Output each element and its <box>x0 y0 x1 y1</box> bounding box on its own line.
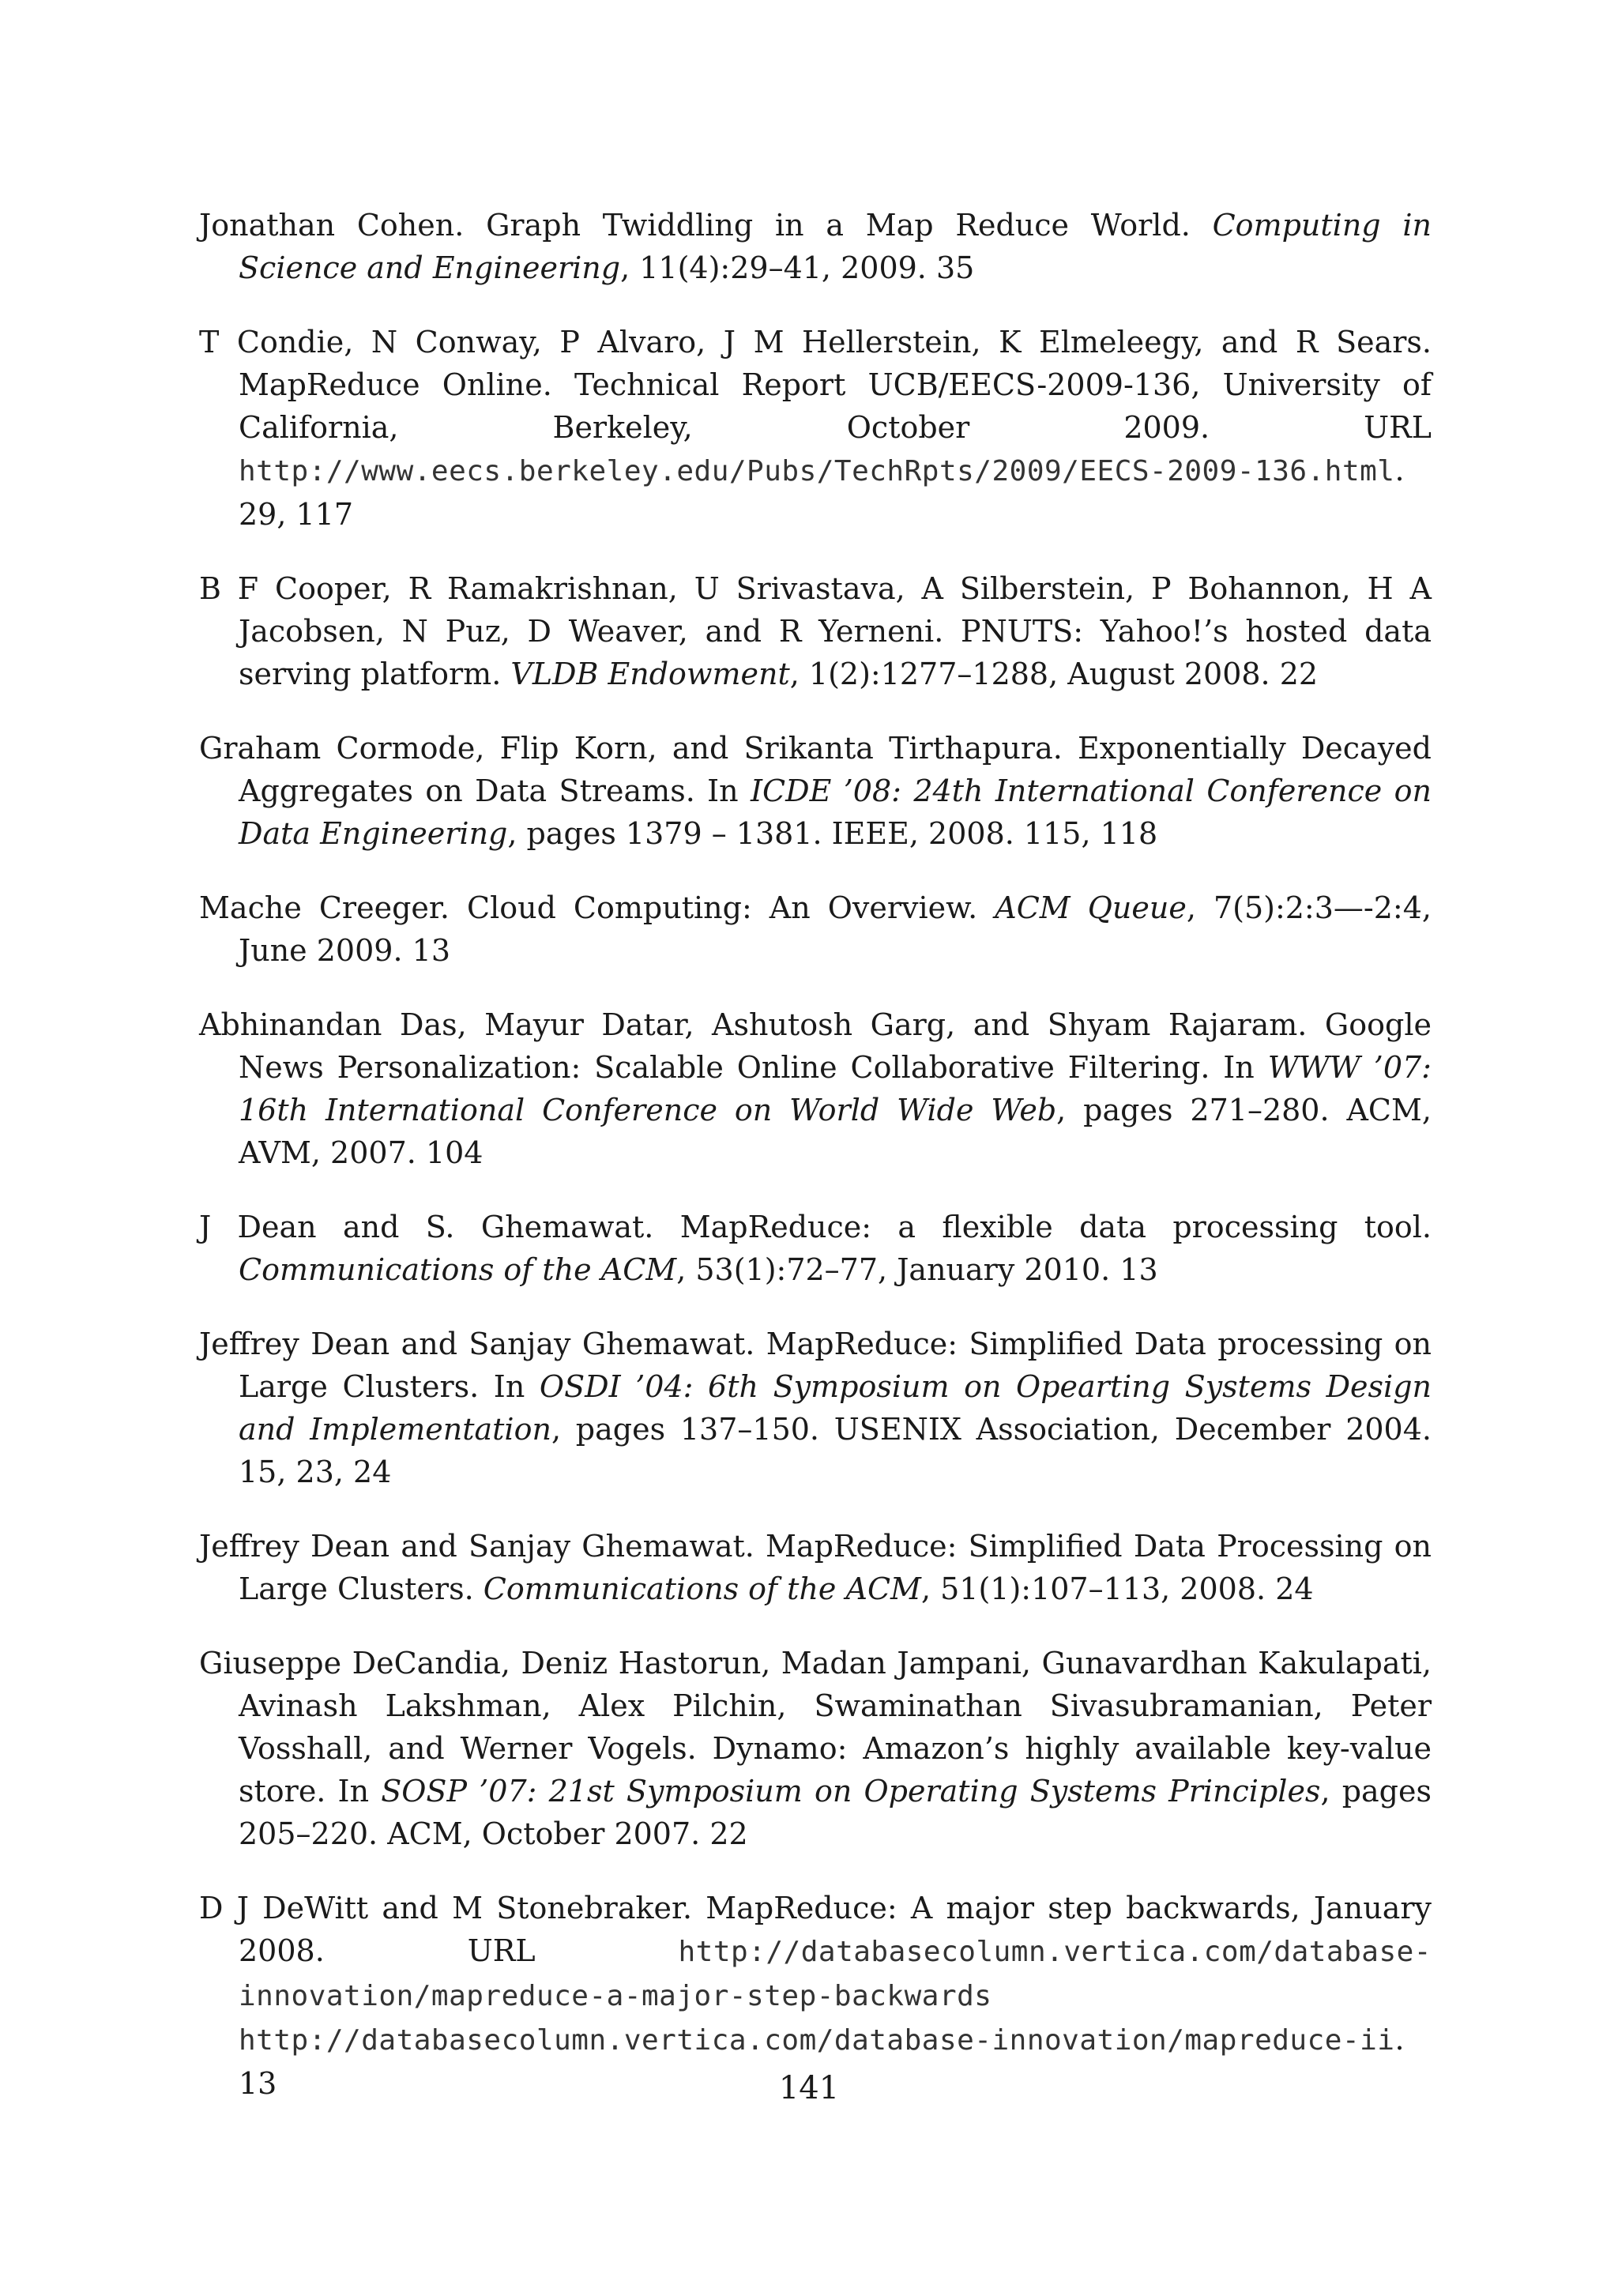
reference-venue: OSDI ’04: 6th Symposium on Opearting Systems Design and Implementation <box>239 1369 1432 1447</box>
reference-entry <box>199 204 1432 289</box>
back-reference-pages: 15, 23, 24 <box>239 1455 392 1489</box>
reference-entry <box>199 567 1432 695</box>
reference-details: , pages 1379 – 1381. IEEE, 2008. <box>507 816 1014 851</box>
reference-venue: WWW ’07: 16th International Conference on World Wide Web <box>239 1050 1432 1127</box>
reference-text: Mache Creeger. Cloud Computing: An Overview. <box>199 890 978 925</box>
back-reference-pages: 22 <box>709 1816 748 1851</box>
reference-entry <box>199 1206 1432 1291</box>
reference-entry <box>199 1323 1432 1493</box>
back-reference-pages: 104 <box>425 1135 484 1170</box>
reference-text: B F Cooper, R Ramakrishnan, U Srivastava, A Silberstein, P Bohannon, H A Jacobsen, N Puz, D Weaver, and R Yerneni. PNUTS: Yahoo!’s hosted data serving platform. <box>199 571 1432 691</box>
reference-details: , 1(2):1277–1288, August 2008. <box>789 657 1270 691</box>
reference-venue: SOSP ’07: 21st Symposium on Operating Systems Principles <box>381 1774 1321 1809</box>
reference-venue: ICDE ’08: 24th International Conference on Data Engineering <box>239 773 1432 851</box>
reference-entry <box>199 1003 1432 1174</box>
back-reference-pages: 13 <box>1119 1252 1158 1287</box>
reference-details: . <box>1394 2022 1405 2057</box>
reference-details: , 11(4):29–41, 2009. <box>620 250 927 285</box>
reference-details: . <box>1394 453 1405 487</box>
back-reference-pages: 115, 118 <box>1023 816 1158 851</box>
reference-details: , pages 205–220. ACM, October 2007. <box>239 1774 1432 1851</box>
reference-text: Jeffrey Dean and Sanjay Ghemawat. MapReduce: Simplified Data Processing on Large Clusters. <box>199 1529 1432 1606</box>
bibliography-list <box>199 204 1432 2136</box>
reference-details: , 51(1):107–113, 2008. <box>920 1571 1266 1606</box>
back-reference-pages: 22 <box>1279 657 1319 691</box>
reference-text: D J DeWitt and M Stonebraker. MapReduce: A major step backwards, January 2008. URL <box>199 1891 1432 1968</box>
reference-venue: ACM Queue <box>995 890 1187 925</box>
reference-venue: Computing in Science and Engineering <box>239 208 1432 285</box>
reference-details: , pages 137–150. USENIX Association, December 2004. <box>551 1412 1432 1447</box>
reference-text: Giuseppe DeCandia, Deniz Hastorun, Madan Jampani, Gunavardhan Kakulapati, Avinash Lakshman, Alex Pilchin, Swaminathan Sivasubramanian, Peter Vosshall, and Werner Vogels. Dynamo: Amazon’s highly available key-value store. In <box>199 1646 1432 1809</box>
reference-entry <box>199 321 1432 536</box>
reference-details: , 7(5):2:3—-2:4, June 2009. <box>239 890 1432 968</box>
reference-text: Jeffrey Dean and Sanjay Ghemawat. MapReduce: Simplified Data processing on Large Clusters. In <box>199 1327 1432 1404</box>
back-reference-pages: 13 <box>412 933 450 968</box>
reference-url[interactable]: http://databasecolumn.vertica.com/database-innovation/mapreduce-a-major-step-backwards http://databasecolumn.vertica.com/database-innovation/mapreduce-ii <box>239 1936 1432 2057</box>
reference-venue: VLDB Endowment <box>510 657 790 691</box>
page-number: 141 <box>778 2070 840 2106</box>
back-reference-pages: 29, 117 <box>239 497 354 532</box>
back-reference-pages: 24 <box>1275 1571 1314 1606</box>
reference-text: T Condie, N Conway, P Alvaro, J M Hellerstein, K Elmeleegy, and R Sears. MapReduce Online. Technical Report UCB/EECS-2009-136, University of California, Berkeley, October 2009. URL <box>199 325 1432 445</box>
back-reference-pages: 35 <box>935 250 975 285</box>
reference-entry <box>199 1525 1432 1610</box>
reference-entry <box>199 1642 1432 1855</box>
reference-text: Graham Cormode, Flip Korn, and Srikanta Tirthapura. Exponentially Decayed Aggregates on Data Streams. In <box>199 731 1432 808</box>
back-reference-pages: 13 <box>239 2066 277 2101</box>
reference-details: , 53(1):72–77, January 2010. <box>676 1252 1111 1287</box>
reference-details: , pages 271–280. ACM, AVM, 2007. <box>239 1093 1432 1170</box>
reference-text: Abhinandan Das, Mayur Datar, Ashutosh Garg, and Shyam Rajaram. Google News Personalization: Scalable Online Collaborative Filtering. In <box>199 1007 1432 1085</box>
reference-text: Jonathan Cohen. Graph Twiddling in a Map Reduce World. <box>199 208 1191 243</box>
reference-venue: Communications of the ACM <box>239 1252 677 1287</box>
reference-entry <box>199 727 1432 855</box>
reference-entry <box>199 886 1432 972</box>
reference-url[interactable]: http://www.eecs.berkeley.edu/Pubs/TechRpts/2009/EECS-2009-136.html <box>239 455 1395 487</box>
reference-text: J Dean and S. Ghemawat. MapReduce: a flexible data processing tool. <box>199 1210 1432 1244</box>
reference-venue: Communications of the ACM <box>483 1571 921 1606</box>
